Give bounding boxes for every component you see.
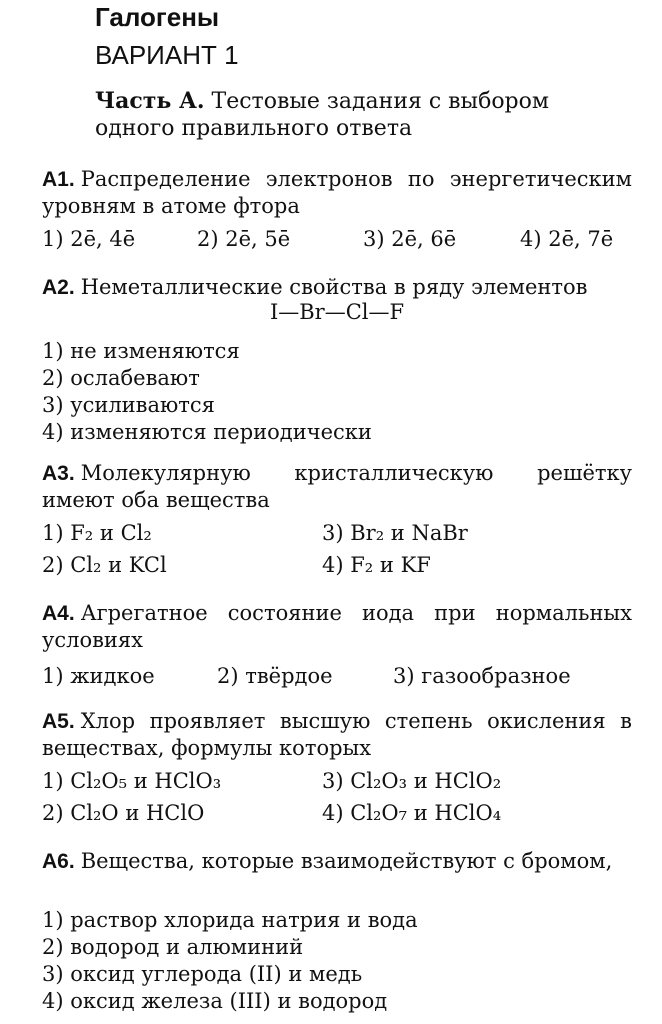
option[interactable]: 2) водород и алюминий — [42, 935, 304, 959]
question-text: Неметаллические свойства в ряду элементов — [80, 275, 588, 299]
page-title: Галогены — [95, 2, 220, 32]
option[interactable]: 1) не изменяются — [42, 339, 240, 363]
question-text: Агрегатное состояние иода при нормальных условиях — [42, 601, 632, 652]
question-a1 — [42, 166, 632, 220]
option[interactable]: 4) оксид железа (III) и водород — [42, 989, 388, 1013]
option[interactable]: 2) Cl₂O и HClO — [42, 801, 205, 825]
question-number: А6. — [42, 850, 75, 873]
question-a3 — [42, 460, 632, 514]
option[interactable]: 1) жидкое — [42, 664, 155, 688]
option[interactable]: 2) 2ē, 5ē — [197, 227, 291, 251]
option[interactable]: 3) усиливаются — [42, 393, 215, 417]
question-a6 — [42, 848, 632, 875]
option[interactable]: 2) твёрдое — [217, 664, 333, 688]
option[interactable]: 2) ослабевают — [42, 366, 200, 390]
option[interactable]: 3) Cl₂O₃ и HClO₂ — [322, 769, 502, 793]
question-number: А5. — [42, 710, 75, 733]
part-label: Часть А. — [95, 88, 205, 114]
question-number: А2. — [42, 276, 75, 299]
option[interactable]: 1) 2ē, 4ē — [42, 227, 136, 251]
option[interactable]: 4) F₂ и KF — [322, 553, 431, 577]
question-text: Вещества, которые взаимодействуют с бромом, — [80, 849, 613, 873]
option[interactable]: 3) Br₂ и NaBr — [322, 521, 468, 545]
option[interactable]: 1) Cl₂O₅ и HClO₃ — [42, 769, 222, 793]
option[interactable]: 3) газообразное — [393, 664, 571, 688]
question-text: Распределение электронов по энергетическим уровням в атоме фтора — [42, 167, 632, 218]
option[interactable]: 4) изменяются периодически — [42, 420, 372, 444]
variant-label: ВАРИАНТ 1 — [95, 40, 239, 70]
option[interactable]: 4) 2ē, 7ē — [520, 227, 614, 251]
question-a4 — [42, 600, 632, 654]
option[interactable]: 1) раствор хлорида натрия и вода — [42, 908, 418, 932]
question-text: Молекулярную кристаллическую решётку имеют оба вещества — [42, 461, 632, 512]
element-series: I—Br—Cl—F — [269, 300, 405, 324]
question-number: А3. — [42, 462, 75, 485]
question-a2 — [42, 274, 632, 301]
option[interactable]: 3) 2ē, 6ē — [363, 227, 457, 251]
question-number: А1. — [42, 168, 75, 191]
option[interactable]: 4) Cl₂O₇ и HClO₄ — [322, 801, 502, 825]
option[interactable]: 3) оксид углерода (II) и медь — [42, 962, 363, 986]
option[interactable]: 2) Cl₂ и KCl — [42, 553, 167, 577]
option[interactable]: 1) F₂ и Cl₂ — [42, 521, 152, 545]
question-text: Хлор проявляет высшую степень окисления в веществах, формулы которых — [42, 709, 632, 760]
part-text: Тестовые задания с выбором одного правильного ответа — [95, 89, 550, 141]
part-heading — [95, 88, 635, 142]
question-a5 — [42, 708, 632, 762]
question-number: А4. — [42, 602, 75, 625]
